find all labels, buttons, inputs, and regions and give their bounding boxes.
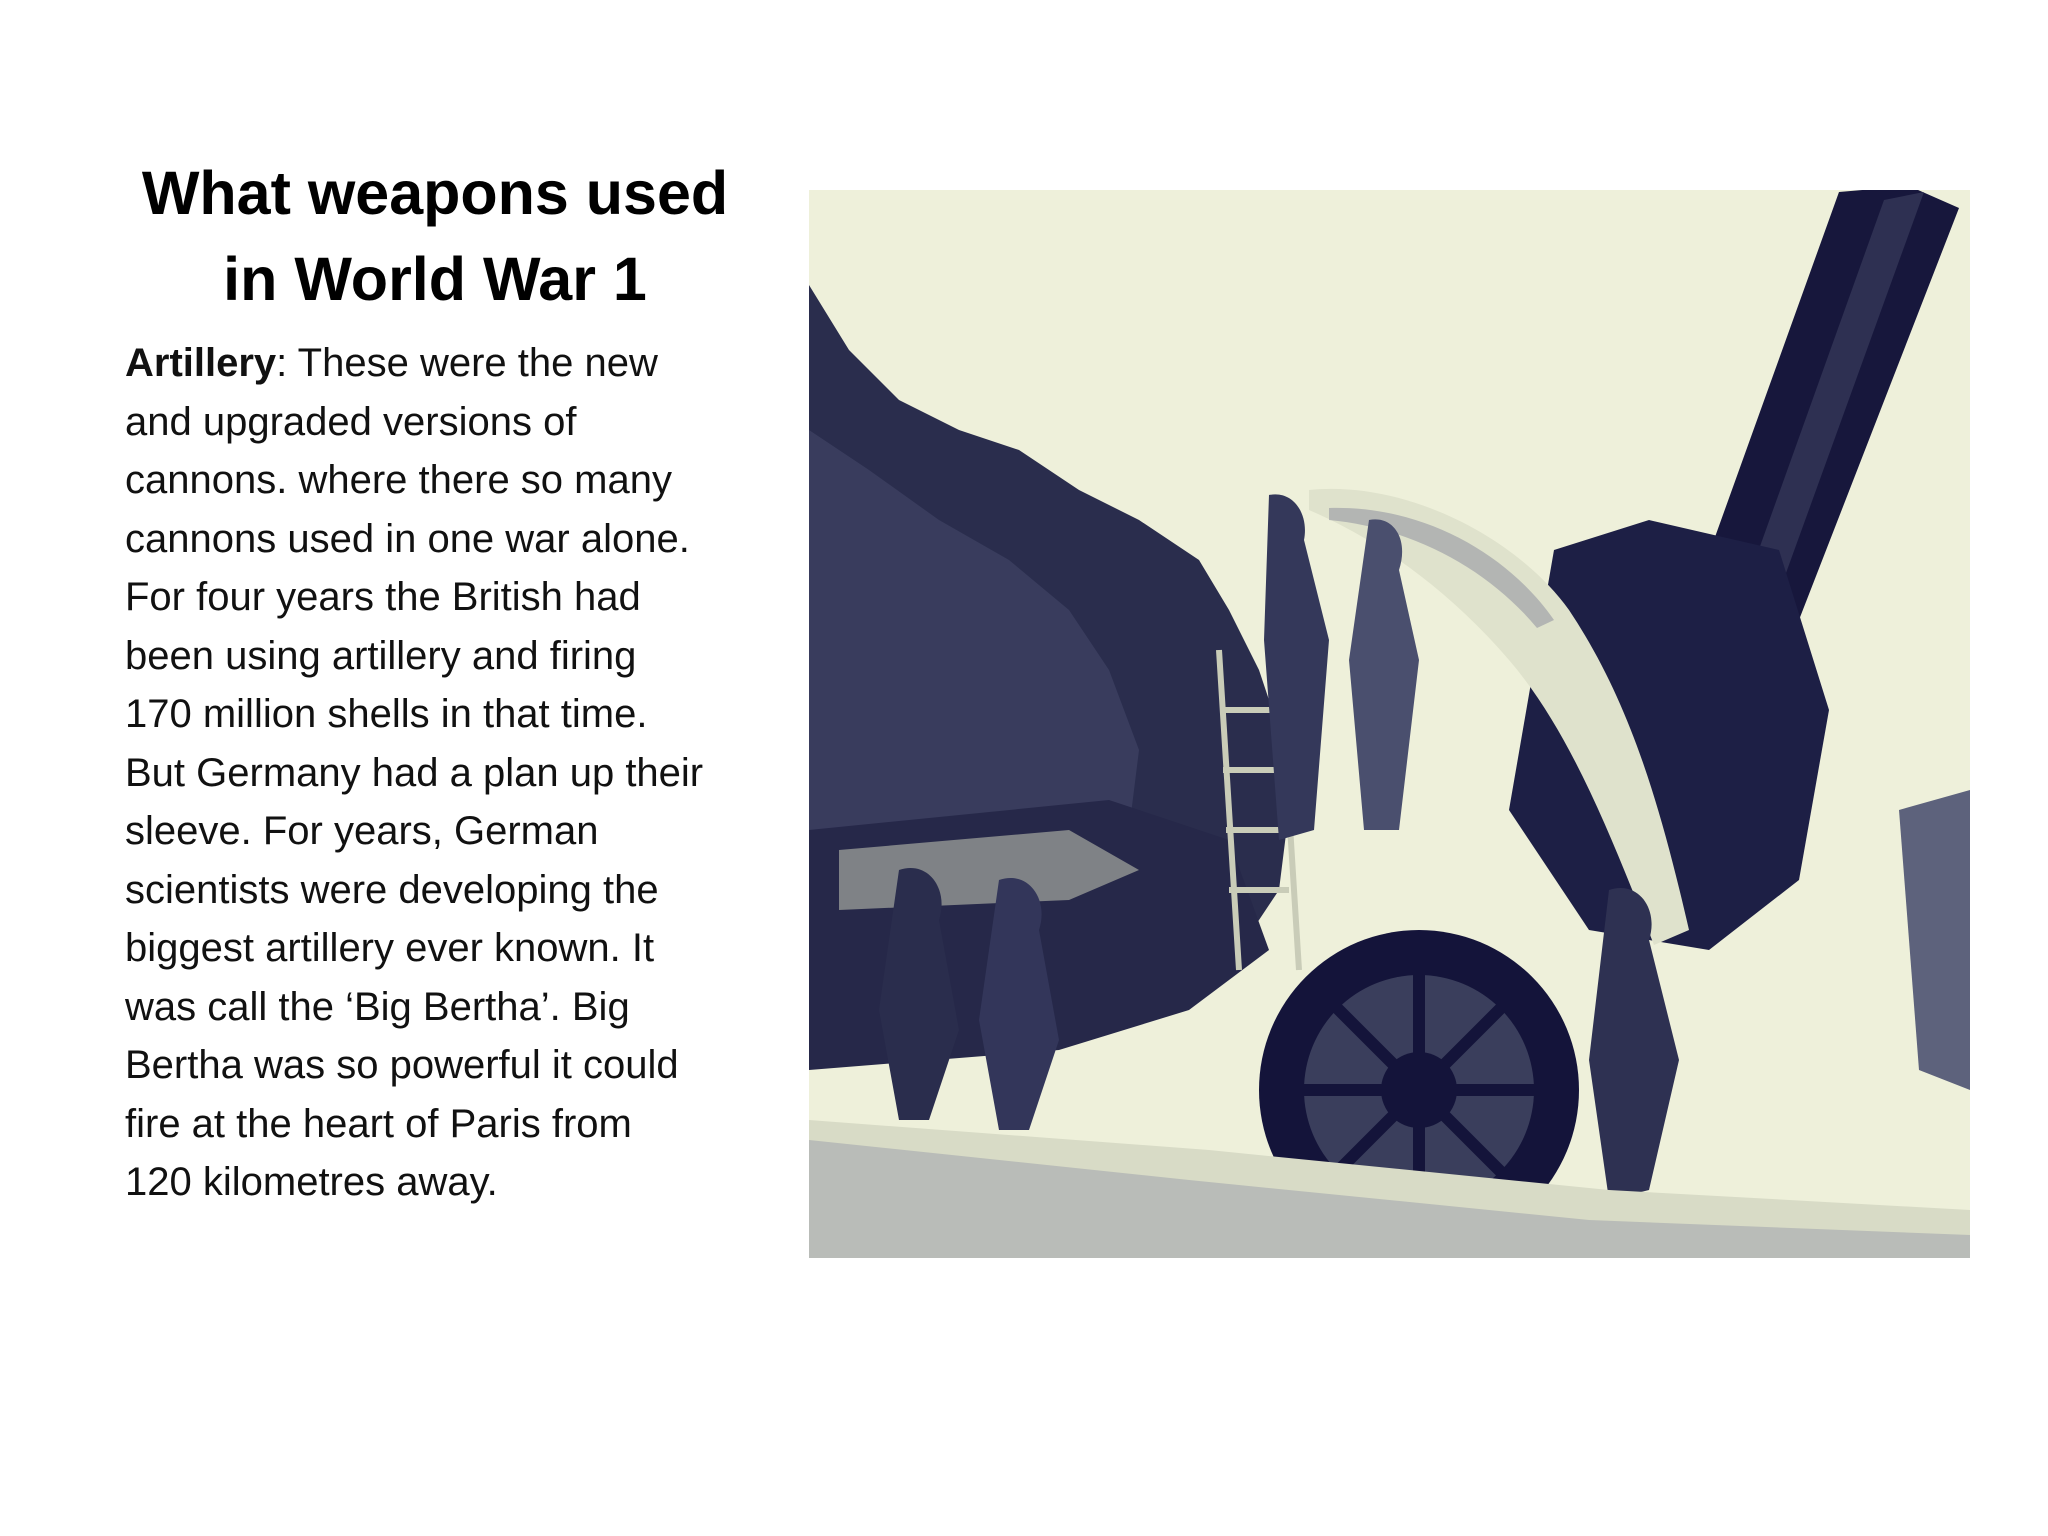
title-line-1: What weapons used [141, 159, 729, 227]
body-line-11: biggest artillery ever known. It [125, 926, 655, 970]
title-line-2: in World War 1 [223, 245, 647, 313]
body-line-2: and upgraded versions of [125, 399, 577, 444]
body-line-4: cannons used in one war alone. [125, 516, 690, 561]
body-line-10: scientists were developing the [125, 867, 659, 912]
body-line-6: been using artillery and firing [125, 633, 637, 678]
body-line-15: 120 kilometres away. [125, 1160, 498, 1204]
body-line-14: fire at the heart of Paris from [125, 1101, 632, 1146]
body-line-12: was call the ‘Big Bertha’. Big [125, 984, 630, 1029]
body-line-9: sleeve. For years, German [125, 809, 599, 853]
body-line-5: For four years the British had [125, 575, 641, 619]
big-bertha-illustration [809, 190, 1970, 1258]
body-line-3: cannons. where there so many [125, 458, 672, 502]
body-line-7: 170 million shells in that time. [125, 692, 648, 736]
body-line-1: : These were the new [276, 341, 658, 385]
body-line-8: But Germany had a plan up their [125, 750, 704, 795]
big-bertha-photo [809, 190, 1970, 1258]
slide-title [110, 150, 760, 322]
term-artillery: Artillery [125, 341, 277, 385]
body-line-13: Bertha was so powerful it could [125, 1043, 679, 1087]
body-paragraph [125, 334, 785, 1212]
